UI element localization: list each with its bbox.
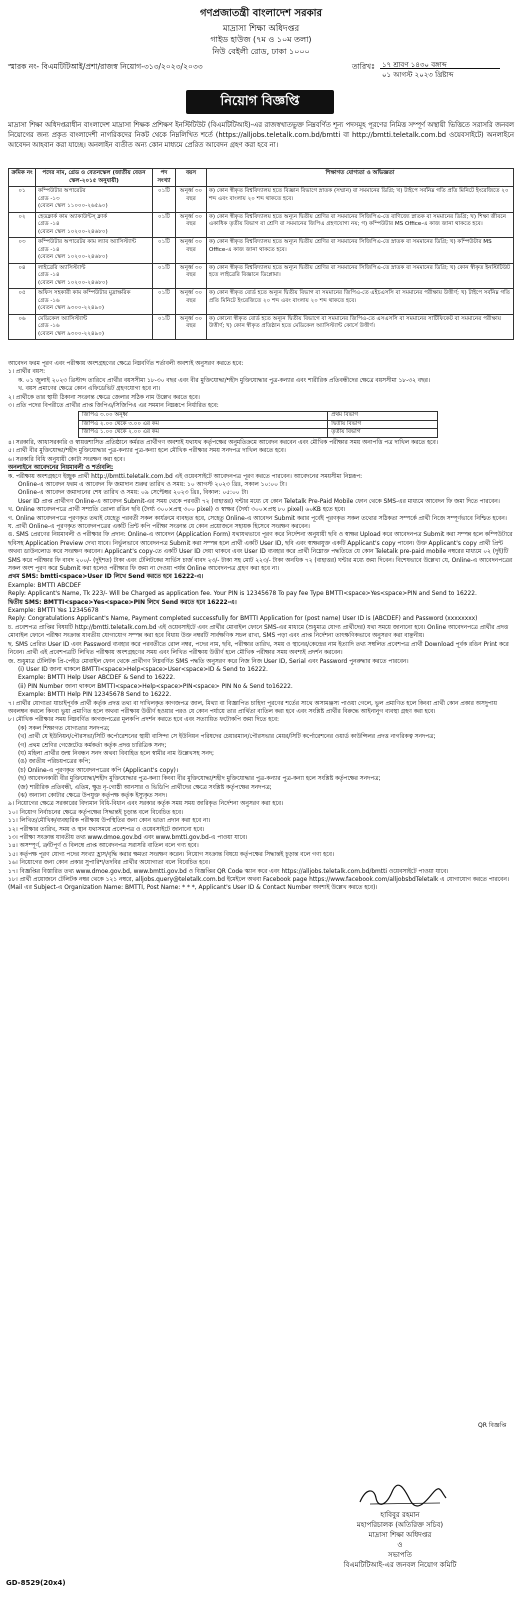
division-cell: প্রথম বিভাগ — [328, 412, 438, 421]
post-cell — [36, 314, 153, 340]
qualification-cell — [207, 263, 514, 289]
cell-text: গ্রেড -১৬ — [38, 323, 60, 329]
rule-5: ৫। প্রার্থী বীর মুক্তিযোদ্ধা/শহীদ মুক্তিযোদ্ধার পুত্র-কন্যার পুত্র-কন্যা হলে মৌখিক পরীক্ষার সময় সনদপত্র দাখিল করতে হবে। — [8, 448, 286, 455]
table-row — [79, 420, 438, 429]
sms1-instruction: প্রথম SMS: bmtti<space>User ID লিখে Send করতে হবে 16222-এ। — [8, 574, 204, 581]
age-cell — [176, 212, 207, 238]
signatory-committee: বিএমটিটিআই-এর জনবল নিয়োগ কমিটি — [343, 1561, 457, 1569]
sms2-example: Example: BMTTI Yes 12345678 — [8, 608, 99, 615]
cell-text: ০১টি — [158, 264, 170, 271]
notice-banner: নিয়োগ বিজ্ঞপ্তি — [186, 90, 334, 114]
age-cell — [176, 263, 207, 289]
cell-text: ০১টি — [158, 315, 170, 322]
sms1-example: Example: BMTTI ABCDEF — [8, 582, 81, 589]
cell-text: হেডক্লার্ক কাম অ্যাকাউন্টস্ ক্লার্ক — [38, 213, 108, 220]
signatory-office: মাদ্রাসা শিক্ষা অধিদপ্তর — [368, 1531, 432, 1539]
office-address: নিউ বেইলী রোড, ঢাকা ১০০০ — [212, 47, 310, 56]
recovery-pin-example: Example: BMTTI Help PIN 12345678 Send to 16222. — [18, 692, 172, 699]
cell-text: ক) কোন স্বীকৃত বোর্ড হতে অন্যূন দ্বিতীয় বিভাগ বা সমমানের জিপিএ-তে এইচএসসি বা সমমানের পরীক্ষায় উত্তীর্ণ; খ) টাইপে সর্বনিম্ন গতি প্রতি মিনিটে ইংরেজিতে ২০ শব্দ এবং বাংলায় ২০ শব্দ থাকতে হবে। — [209, 290, 510, 304]
post-cell — [36, 238, 153, 264]
cell-text: গ্রেড -১৪ — [38, 221, 60, 227]
qr-label: QR বিজ্ঞপ্তি — [478, 1422, 507, 1429]
count-cell — [153, 238, 176, 264]
cell-text: অনূর্ধ্ব ৩০ বছর — [179, 213, 203, 227]
rule-8c: (গ) প্রথম শ্রেণির গেজেটেড কর্মকর্তা কর্তৃক প্রদত্ত চারিত্রিক সনদ; — [18, 742, 167, 749]
serial-cell — [9, 314, 36, 340]
cell-text: ০১টি — [158, 239, 170, 245]
memo-number: স্মারক নং- বিএমটিটিআই/প্রশা/রাজস্ব নিয়োগ-৩১৩/২০২৩/২০৩৩ — [8, 62, 203, 71]
rule-6: ৬। সরকারি বিধি অনুযায়ী কোটা সংরক্ষণ করা হবে। — [8, 456, 125, 463]
online-rule-a-end: Online-এ আবেদন জমাদানের শেষ তারিখ ও সময়: ০৯ সেপ্টেম্বর ২০২৩ খ্রিঃ, বিকাল: ০৫:০০ টা। — [18, 490, 249, 497]
rule-7: ৭। প্রার্থীর যোগ্যতা যাচাইপূর্বক প্রার্থী কর্তৃক প্রদত্ত তথ্য বা দাখিলকৃত কাগজপত্র জাল, মিথ্যা বা বিজ্ঞাপিত চাহিদা পূরণের শর্তের সাথে অসামঞ্জস্য পাওয়া গেলে, ভুল প্রমাণিত হলে কিংবা প্রার্থী কোন প্রকার অসদুপায় অবলম্বন করলে কিংবা ভুয়া প্রমাণিত হলে অথবা পরীক্ষায় উত্তীর্ণ হওয়ার পরও যে কোন পর্যায়ে তার প্রার্থিতা বাতিল করা হবে এবং সংশ্লিষ্ট প্রার্থীর বিরুদ্ধে আইনানুগ ব্যবস্থা গ্রহণ করা হবে। — [8, 700, 497, 715]
gpa-cell: জিপিএ ২.০০ থেকে ৩.০০ এর কম — [79, 420, 328, 429]
age-cell — [176, 314, 207, 340]
cell-text: অনূর্ধ্ব ৩০ বছর — [179, 239, 203, 253]
table-row — [79, 429, 438, 438]
online-rule-a: ক. পরীক্ষায় অংশগ্রহণে ইচ্ছুক প্রার্থী http://bmtti.teletalk.com.bd এই ওয়েবসাইটে আবেদনপত্র পূরণ করতে পারবেন। আবেদনের সময়সীমা নিম্নরূপ: — [8, 473, 363, 480]
rule-1a: ক. ০১ জুলাই ২০২৩ খ্রিস্টাব্দ তারিখে প্রার্থীর বয়সসীমা ১৮-৩০ বছর এবং বীর মুক্তিযোদ্ধা/শহীদ মুক্তিযোদ্ধার পুত্র-কন্যার এবং শারীরিক প্রতিবন্ধীদের ক্ষেত্রে বয়সসীমা ১৮-৩২ বছর। — [18, 377, 430, 384]
signatory-and: ও — [397, 1541, 403, 1549]
cell-text: ক) কোন স্বীকৃত বিশ্ববিদ্যালয় হতে অন্যূন দ্বিতীয় শ্রেণির বা সমমানের সিজিপিএ-তে স্নাতক বা সমমানের ডিগ্রি; খ) কম্পিউটার MS Office-এ কাজ জানা থাকতে হবে। — [209, 239, 492, 253]
serial-cell — [9, 289, 36, 315]
signatory-title: মহাপরিচালক (অতিরিক্ত সচিব) — [356, 1521, 444, 1529]
post-cell — [36, 289, 153, 315]
rule-8f: (চ) Online-এ পূরণকৃত আবেদনপত্রের কপি (Applicant's copy)। — [18, 767, 179, 774]
count-cell — [153, 187, 176, 213]
intro-paragraph: মাদ্রাসা শিক্ষা অধিদপ্তরাধীন বাংলাদেশ মাদ্রাসা শিক্ষক প্রশিক্ষণ ইনস্টিটিউট (বিএমটিটিআই)-এর রাজস্বখাতভুক্ত নিম্নবর্ণিত শূন্য পদসমূহ পূরণের নিমিত্ত সম্পূর্ণ অস্থায়ী ভিত্তিতে সরাসরি জনবল নিয়োগের জন্য প্রকৃত বাংলাদেশী নাগরিকদের নিকট থেকে নিম্নলিখিত শর্তে (https://alljobs.teletalk.com.bd/bmtti বা http://bmtti.teletalk.com.bd ওয়েবসাইটে) অনলাইনে আবেদন আহবান করা যাচ্ছে। অনলাইন ব্যতীত অন্য কোন মাধ্যমে প্রেরিত আবেদন গ্রহণ করা হবে না। — [8, 121, 514, 149]
online-rule-b: খ. Online আবেদনপত্রে প্রার্থী সম্প্রতি তোলা রঙিন ছবি (দৈর্ঘ্য ৩০০×প্রস্থ ৩০০ pixel) ও স্বাক্ষর (দৈর্ঘ্য ৩০০×প্রস্থ ৮০ pixel) ৬০KB হতে হবে। — [8, 507, 346, 514]
cell-text: ০১টি — [158, 213, 170, 220]
cell-text: ০৬ — [18, 315, 26, 322]
rule-13: ১৩। পরীক্ষা সংক্রান্ত যাবতীয় তথ্য www.dmoe.gov.bd এবং www.bmtti.gov.bd-এ পাওয়া যাবে। — [8, 835, 248, 842]
qualification-cell — [207, 187, 514, 213]
post-cell — [36, 263, 153, 289]
gpa-cell: জিপিএ ৩.০০ অনূর্ধ্ব — [79, 412, 328, 421]
rule-1: ১। প্রার্থীর বয়স: — [8, 369, 46, 376]
table-row — [9, 187, 514, 213]
count-cell — [153, 289, 176, 315]
col-age: বয়স — [176, 169, 207, 187]
cell-text: মেডিকেল অ্যাসিস্ট্যান্ট — [38, 315, 88, 322]
col-count: পদ সংখ্যা — [153, 169, 176, 187]
rule-8i: (ঝ) অন্যান্য কোটার ক্ষেত্রে উপযুক্ত কর্তৃপক্ষ কর্তৃক ইস্যুকৃত সনদ। — [18, 793, 168, 799]
cell-text: গ্রেড -১৪ — [38, 246, 60, 253]
rule-1b: খ. বয়স প্রমাণের ক্ষেত্রে কোন এফিডেভিট গ্রহণযোগ্য হবে না। — [18, 386, 161, 393]
recovery-userid-example: Example: BMTTI Help User ABCDEF & Send to 16222. — [18, 675, 176, 682]
table-header-row — [9, 169, 514, 187]
serial-cell — [9, 212, 36, 238]
table-row — [9, 289, 514, 315]
gpa-cell: জিপিএ ১.০০ থেকে ২.০০ এর কম — [79, 429, 328, 438]
rule-12: ১২। পরীক্ষার তারিখ, সময় ও স্থান যথাসময়ে প্রবেশপত্র ও ওয়েবসাইটে জানানো হবে। — [8, 826, 205, 833]
cell-text: ০১ — [18, 188, 26, 194]
rule-3: ৩। প্রতি পদের বিপরীতে প্রার্থীর প্রাপ্ত জিপিএ/সিজিপিএ এর সমমান নিম্নরূপে নির্ধারিত হবে: — [8, 403, 219, 410]
serial-cell — [9, 238, 36, 264]
sms1-reply: Reply: Applicant's Name, Tk 223/- Will be Charged as application fee. Your PIN is 12345678 To pay fee Type BMTTI<space>Yes<space>PIN and Send to 16222. — [8, 591, 477, 598]
cell-text: লাইব্রেরি অ্যাসিস্ট্যান্ট — [38, 264, 86, 271]
cell-text: ০৩ — [18, 239, 26, 245]
col-serial: ক্রমিক নং — [9, 169, 36, 187]
serial-cell — [9, 263, 36, 289]
qualification-cell — [207, 238, 514, 264]
online-rules-title: অনলাইনে আবেদনের নিয়মাবলী ও শর্তাবলি: — [8, 465, 114, 472]
signatory-name: হাবিবুর রহমান — [380, 1511, 420, 1519]
rule-8g: (ছ) আবেদনকারী বীর মুক্তিযোদ্ধা/শহীদ মুক্তিযোদ্ধার পুত্র-কন্যা কিংবা বীর মুক্তিযোদ্ধা/শহীদ মুক্তিযোদ্ধার পুত্র-কন্যার পুত্র-কন্যা হলে সংশ্লিষ্ট কর্তৃপক্ষের সনদপত্র; — [18, 776, 381, 783]
cell-text: (বেতন স্কেল ১০২০০-২৪৬৮০) — [38, 228, 108, 235]
rule-11: ১১। লিখিত/মৌখিক/ব্যবহারিক পরীক্ষায় উপস্থিতির জন্য কোন ভাতা প্রদান করা হবে না। — [8, 818, 211, 825]
cell-text: (বেতন স্কেল ১১০০০-২৬৫৯০) — [38, 203, 108, 209]
online-rule-f: চ. প্রবেশপত্র প্রাপ্তির বিষয়টি http://bmtti.teletalk.com.bd এই ওয়েবসাইটে এবং প্রার্থীর মোবাইল ফোনে SMS-এর মাধ্যমে (শুধুমাত্র যোগ্য প্রার্থীদের) যথা সময়ে জানানো হবে। Online আবেদনপত্রে প্রার্থীর প্রদত্ত মোবাইল ফোনে পরীক্ষা সংক্রান্ত যাবতীয় যোগাযোগ সম্পন্ন করা হবে বিধায় উক্ত নম্বরটি সার্বক্ষণিক সচল রাখা, SMS পড়া এবং প্রাপ্ত নির্দেশনা তাৎক্ষণিকভাবে অনুসরণ করা বাঞ্ছনীয়। — [8, 624, 509, 640]
count-cell — [153, 314, 176, 340]
sms2-reply: Reply: Congratulations Applicant's Name, Payment completed successfully for BMTTI Application for (post name) User ID is (ABCDEF) and Password (xxxxxxxx) — [8, 616, 478, 623]
rule-17: ১৭। বিজ্ঞপ্তির বিস্তারিত তথ্য www.dmoe.gov.bd, www.bmtti.gov.bd ও বিজ্ঞপ্তির QR Code স্ক্যান করে এবং https://alljobs.teletalk.com.bd/bmtti ওয়েবসাইটে পাওয়া যাবে। — [8, 868, 449, 875]
cell-text: ০১টি — [158, 290, 170, 296]
table-row — [9, 212, 514, 238]
online-rule-g: ছ. SMS প্রেরিত User ID এবং Password ব্যবহার করে পরবর্তীতে রোল নম্বর, পদের নাম, ছবি, পরীক্ষার তারিখ, সময় ও স্থানের/কেন্দ্রের নাম ইত্যাদি তথ্য সম্বলিত প্রবেশপত্র প্রার্থী Download পূর্বক রঙিন Print করে নিবেন। প্রার্থী এই প্রবেশপত্রটি লিখিত পরীক্ষায় অংশগ্রহণের সময় এবং লিখিত পরীক্ষায় উত্তীর্ণ হলে মৌখিক পরীক্ষার সময় অবশ্যই প্রদর্শন করবেন। — [8, 641, 509, 657]
qualification-cell — [207, 314, 514, 340]
col-post: পদের নাম, গ্রেড ও বেতনস্কেল (জাতীয় বেতন স্কেল-২০১৫ অনুযায়ী) — [36, 169, 153, 187]
cell-text: ০২ — [18, 213, 26, 220]
cell-text: (বেতন স্কেল ৯৩০০-২২৪৯০) — [38, 330, 105, 337]
rule-15: ১৫। কর্তৃপক্ষ পূরণ যোগ্য পদের সংখ্যা হ্রাস/বৃদ্ধি করার ক্ষমতা সংরক্ষণ করেন। নিয়োগ সংক্রান্ত বিষয়ে কর্তৃপক্ষের সিদ্ধান্তই চূড়ান্ত বলে গণ্য হবে। — [8, 851, 334, 858]
division-cell: তৃতীয় বিভাগ — [328, 429, 438, 438]
cell-text: অনূর্ধ্ব ৩০ বছর — [179, 264, 203, 278]
age-cell — [176, 289, 207, 315]
cell-text: অনূর্ধ্ব ৩০ বছর — [179, 290, 203, 304]
cell-text: ক) কোন স্বীকৃত বিশ্ববিদ্যালয় হতে অন্যূন দ্বিতীয় শ্রেণির বা সমমানের সিজিপিএ-তে বাণিজ্যে স্নাতক বা সমমানের ডিগ্রি; খ) শিক্ষা জীবনে একাধিক তৃতীয় বিভাগ বা শ্রেণি বা সমমানের জিপিএ গ্রহণযোগ্য নয়; গ) কম্পিউটার MS Office-এ কাজ জানা থাকতে হবে। — [209, 213, 506, 227]
col-qualification: শিক্ষাগত যোগ্যতা ও অভিজ্ঞতা — [207, 169, 514, 187]
signatory-block — [300, 1510, 500, 1570]
division-cell: দ্বিতীয় বিভাগ — [328, 420, 438, 429]
recovery-userid: (i) User ID জানা থাকলে BMTTI<space>Help<space>User<space>ID & Send to 16222. — [18, 666, 268, 673]
cell-text: ০১টি — [158, 188, 170, 194]
table-row — [9, 263, 514, 289]
online-rule-e: ঙ. SMS প্রেরণের নিয়মাবলী ও পরীক্ষার ফি প্রদান: Online-এ আবেদন (Application Form) যথাযথভাবে পূরণ করে নির্দেশনা অনুযায়ী ছবি ও স্বাক্ষর Upload করে আবেদনপত্র Submit করা সম্পন্ন হলে কম্পিউটারে ছবিসহ Application Preview দেখা যাবে। নির্ভুলভাবে আবেদনপত্র Submit করা সম্পন্ন হলে প্রার্থী একটি User ID, ছবি এবং স্বাক্ষরযুক্ত একটি Applicant's copy পাবেন। উক্ত Applicant's copy প্রার্থী প্রিন্ট অথবা ডাউনলোড করে সংরক্ষণ করবেন। Applicant's copy-তে একটি User ID দেয়া থাকবে এবং User ID ব্যবহার করে প্রার্থী নিম্নোক্ত পদ্ধতিতে যে কোন Teletalk pre-paid mobile নম্বরের মাধ্যমে ০২ (দুই)টি SMS করে পরীক্ষার ফি বাবদ ২০০/- (দুইশত) টাকা এবং টেলিটকের সার্ভিস চার্জ বাবদ ২৩/- টাকা সহ মোট ২২৩/- টাকা অনধিক ৭২ (বাহাত্তর) ঘন্টার মধ্যে জমা দিবেন। বিশেষভাবে উল্লেখ্য যে, Online-এ আবেদনপত্রের সকল অংশ পূরণ করে Submit করা হলেও পরীক্ষার ফি জমা না দেওয়া পর্যন্ত Online আবেদনপত্র গ্রহণ করা হবে না। — [8, 532, 513, 573]
age-cell — [176, 238, 207, 264]
rule-8a: (ক) সকল শিক্ষাগত যোগ্যতার সনদপত্র; — [18, 725, 110, 732]
rule-2: ২। প্রার্থীকে তার স্থায়ী ঠিকানা সংক্রান্ত ক্ষেত্রে জেলার সঠিক নাম উল্লেখ করতে হবে। — [8, 394, 200, 401]
office-building: গাইড হাউজ (৭ম ও ১০ম তলা) — [210, 35, 312, 44]
cell-text: ক) কোন স্বীকৃত বিশ্ববিদ্যালয় হতে বিজ্ঞান বিভাগে স্নাতক (সম্মান) বা সমমানের ডিগ্রি; খ) টাইপে সর্বনিম্ন গতি প্রতি মিনিটে ইংরেজিতে ২০ শব্দ এবং বাংলায় ২০ শব্দ থাকতে হবে। — [209, 188, 509, 202]
rule-10: ১০। নিয়োগ নির্বাচনের ক্ষেত্রে কর্তৃপক্ষের সিদ্ধান্তই চূড়ান্ত বলে বিবেচিত হবে। — [8, 809, 184, 816]
table-row — [79, 412, 438, 421]
online-rule-h: জ. শুধুমাত্র টেলিটক প্রি-পেইড মোবাইল ফোন থেকে প্রার্থীগণ নিম্নবর্ণিত SMS পদ্ধতি অনুসরণ করে নিজ নিজ User ID, Serial এবং Password পুনরুদ্ধার করতে পারবেন। — [8, 658, 409, 665]
rules-intro: আবেদন ফরম পূরণ এবং পরীক্ষায় অংশগ্রহণের ক্ষেত্রে নিম্নবর্ণিত শর্তাবলী অবশ্যই অনুসরণ করতে হবে: — [8, 361, 244, 367]
cell-text: কম্পিউটার অপারেটর — [38, 188, 86, 194]
rules-section — [8, 360, 514, 893]
cell-text: ০৫ — [18, 290, 26, 296]
qualification-cell — [207, 212, 514, 238]
cell-text: কম্পিউটার অপারেটর কাম ল্যাব অ্যাসিস্ট্যান্ট — [38, 239, 137, 245]
rule-4: ৪। সরকারি, আধাসরকারি ও স্বায়ত্তশাসিত প্রতিষ্ঠানে কর্মরত প্রার্থীগণ অবশ্যই যথাযথ কর্তৃপক্ষের অনুমতিক্রমে আবেদন করবেন এবং মৌখিক পরীক্ষার সময় অনাপত্তি পত্র দাখিল করতে হবে। — [8, 439, 438, 446]
government-title: গণপ্রজাতন্ত্রী বাংলাদেশ সরকার — [200, 8, 322, 19]
office-name: মাদ্রাসা শিক্ষা অধিদপ্তর — [222, 24, 300, 34]
qualification-cell — [207, 289, 514, 315]
cell-text: অনূর্ধ্ব ৩০ বছর — [179, 315, 203, 329]
online-rule-c: গ. Online আবেদনপত্রে পূরণকৃত তথ্যই যেহেতু পরবর্তী সকল কার্যক্রমে ব্যবহৃত হবে, সেহেতু Online-এ আবেদন Submit করার পূর্বেই পূরণকৃত সকল তথ্যের সঠিকতা সম্পর্কে প্রার্থী নিজে সম্পূর্ণভাবে নিশ্চিত হবেন। — [8, 515, 507, 522]
cell-text: ০৪ — [18, 264, 26, 271]
online-rule-a-fee: User ID প্রাপ্ত প্রার্থীগণ Online-এ আবেদন Submit-এর সময় থেকে পরবর্তী ৭২ (বাহাত্তর) ঘন্টার মধ্যে যে কোন Teletalk Pre-Paid Mobile ফোন থেকে SMS-এর মাধ্যমে আবেদন ফি জমা দিতে পারবেন। — [18, 498, 500, 505]
serial-cell — [9, 187, 36, 213]
footer-code: GD-8529(20x4) — [6, 1579, 66, 1587]
age-cell — [176, 187, 207, 213]
recovery-pin: (ii) PIN Number জানা থাকলে BMTTI<space>Help<space>PIN<space> PIN No & Send to16222. — [18, 683, 293, 690]
rule-14: ১৪। অসম্পূর্ণ, ত্রুটিপূর্ণ ও বিলম্বে প্রাপ্ত আবেদনপত্র সরাসরি বাতিল বলে গণ্য হবে। — [8, 843, 199, 850]
cell-text: গ্রেড -১৩ — [38, 195, 60, 202]
signature-image — [300, 1484, 500, 1508]
rule-8: ৮। মৌখিক পরীক্ষার সময় নিম্নবর্ণিত কাগজপত্রের মূলকপি প্রদর্শন করতে হবে এবং সত্যায়িত ফটোকপি জমা দিতে হবে: — [8, 717, 279, 724]
posts-table — [8, 168, 514, 340]
cell-text: ক) কোনো স্বীকৃত বোর্ড হতে অন্যূন দ্বিতীয় বিভাগে বা সমমানের জিপিএ-তে এসএসসি বা সমমানের সার্টিফিকেট বা সমমানের পরীক্ষায় উত্তীর্ণ; খ) কোন স্বীকৃত প্রতিষ্ঠান হতে মেডিকেল অ্যাসিস্ট্যান্ট কোর্সে উত্তীর্ণ। — [209, 315, 502, 329]
date-english: ০১ আগস্ট ২০২৩ খ্রিষ্টাব্দ — [382, 71, 454, 79]
cell-text: অনূর্ধ্ব ৩০ বছর — [179, 188, 203, 202]
cell-text: (বেতন স্কেল ১০২০০-২৪৬৮০) — [38, 254, 108, 260]
cell-text: অফিস সহকারী কাম কম্পিউটার মুদ্রাক্ষরিক — [38, 290, 131, 296]
rule-8h: (জ) শারীরিক প্রতিবন্ধী, এতিম, ক্ষুদ্র নৃ-গোষ্ঠী আনসার ও ভিডিপি প্রার্থীদের ক্ষেত্রে সংশ্লিষ্ট কর্তৃপক্ষের সনদপত্র; — [18, 784, 272, 791]
rule-16: ১৬। নিয়োগের জন্য কোন প্রকার সুপারিশ/তদবির প্রার্থীর অযোগ্যতা বলে বিবেচিত হবে। — [8, 860, 210, 867]
rule-8e: (ঙ) জাতীয় পরিচয়পত্রের কপি; — [18, 759, 91, 766]
date-label: তারিখঃ — [352, 62, 375, 71]
signatory-role: সভাপতি — [388, 1551, 412, 1559]
cell-text: (বেতন স্কেল ১০২০০-২৪৬৮০) — [38, 279, 108, 286]
sms2-instruction: দ্বিতীয় SMS: BMTTI<space>Yes<space>PIN লিখে Send করতে হবে 16222-এ। — [8, 599, 237, 606]
online-rule-a-start: Online-এ আবেদন ফরম এ আবেদন ফি জমাদান শুরুর তারিখ ও সময়: ১০ আগস্ট ২০২৩ খ্রিঃ, সকাল ১০:০০ টা। — [18, 481, 287, 488]
cell-text: ক) কোন স্বীকৃত বিশ্ববিদ্যালয় হতে অন্যূন দ্বিতীয় শ্রেণির বা সমমানের সিজিপিএ-তে স্নাতক বা সমমানের ডিগ্রি; খ) কোন স্বীকৃত ইনস্টিটিউট হতে লাইব্রেরি বিজ্ঞানে ডিপ্লোমা। — [209, 264, 511, 278]
cell-text: (বেতন স্কেল ৯৩০০-২২৪৯০) — [38, 305, 105, 311]
cell-text: গ্রেড -১৪ — [38, 272, 60, 278]
online-rule-d: ঘ. প্রার্থী Online-এ পূরণকৃত আবেদনপত্রের একটি প্রিন্ট কপি পরীক্ষা সংক্রান্ত যে কোন প্রয়োজনে সহায়ক হিসেবে সংরক্ষণ করবেন। — [8, 524, 310, 530]
gpa-table — [78, 411, 438, 438]
table-row — [9, 314, 514, 340]
cell-text: গ্রেড -১৬ — [38, 297, 60, 304]
date-bangla: ১৭ শ্রাবণ ১৪৩০ বঙ্গাব্দ — [382, 61, 447, 69]
post-cell — [36, 187, 153, 213]
rule-18: ১৮। প্রার্থী প্রয়োজনে টেলিটক নম্বর থেকে ১২১ নম্বরে, alljobs.query@teletalk.com.bd ইমেইলে অথবা Facebook page https://www.facebook.com/alljobsbdTeletalk এ যোগাযোগ করতে পারবেন। (Mail এর Subject-এ Organization Name: BMTTI, Post Name: * * *, Applicant's User ID & Contact Number অবশ্যই উল্লেখ করতে হবে)। — [8, 877, 509, 892]
rule-9: ৯। নিয়োগের ক্ষেত্রে সরকারের বিদ্যমান বিধি-বিধান এবং সরকার কর্তৃক সময় সময় জারিকৃত নির্দেশনা অনুসরণ করা হবে। — [8, 801, 284, 808]
post-cell — [36, 212, 153, 238]
rule-8b: (খ) প্রার্থী যে ইউনিয়ন/পৌরসভা/সিটি কর্পোরেশনের স্থায়ী বাসিন্দা সে ইউনিয়ন পরিষদের চেয়ারম্যান/পৌরসভার মেয়র/সিটি কর্পোরেশনের ওয়ার্ড কাউন্সিলর প্রদত্ত নাগরিকত্ব সনদপত্র; — [18, 734, 436, 741]
rule-8d: (ঘ) মহিলা প্রার্থীর জন্ম নিবন্ধন সনদ অথবা বিবাহিত হলে স্বামীর নাম উল্লেখসহ সনদ; — [18, 750, 214, 757]
table-row — [9, 238, 514, 264]
count-cell — [153, 212, 176, 238]
count-cell — [153, 263, 176, 289]
